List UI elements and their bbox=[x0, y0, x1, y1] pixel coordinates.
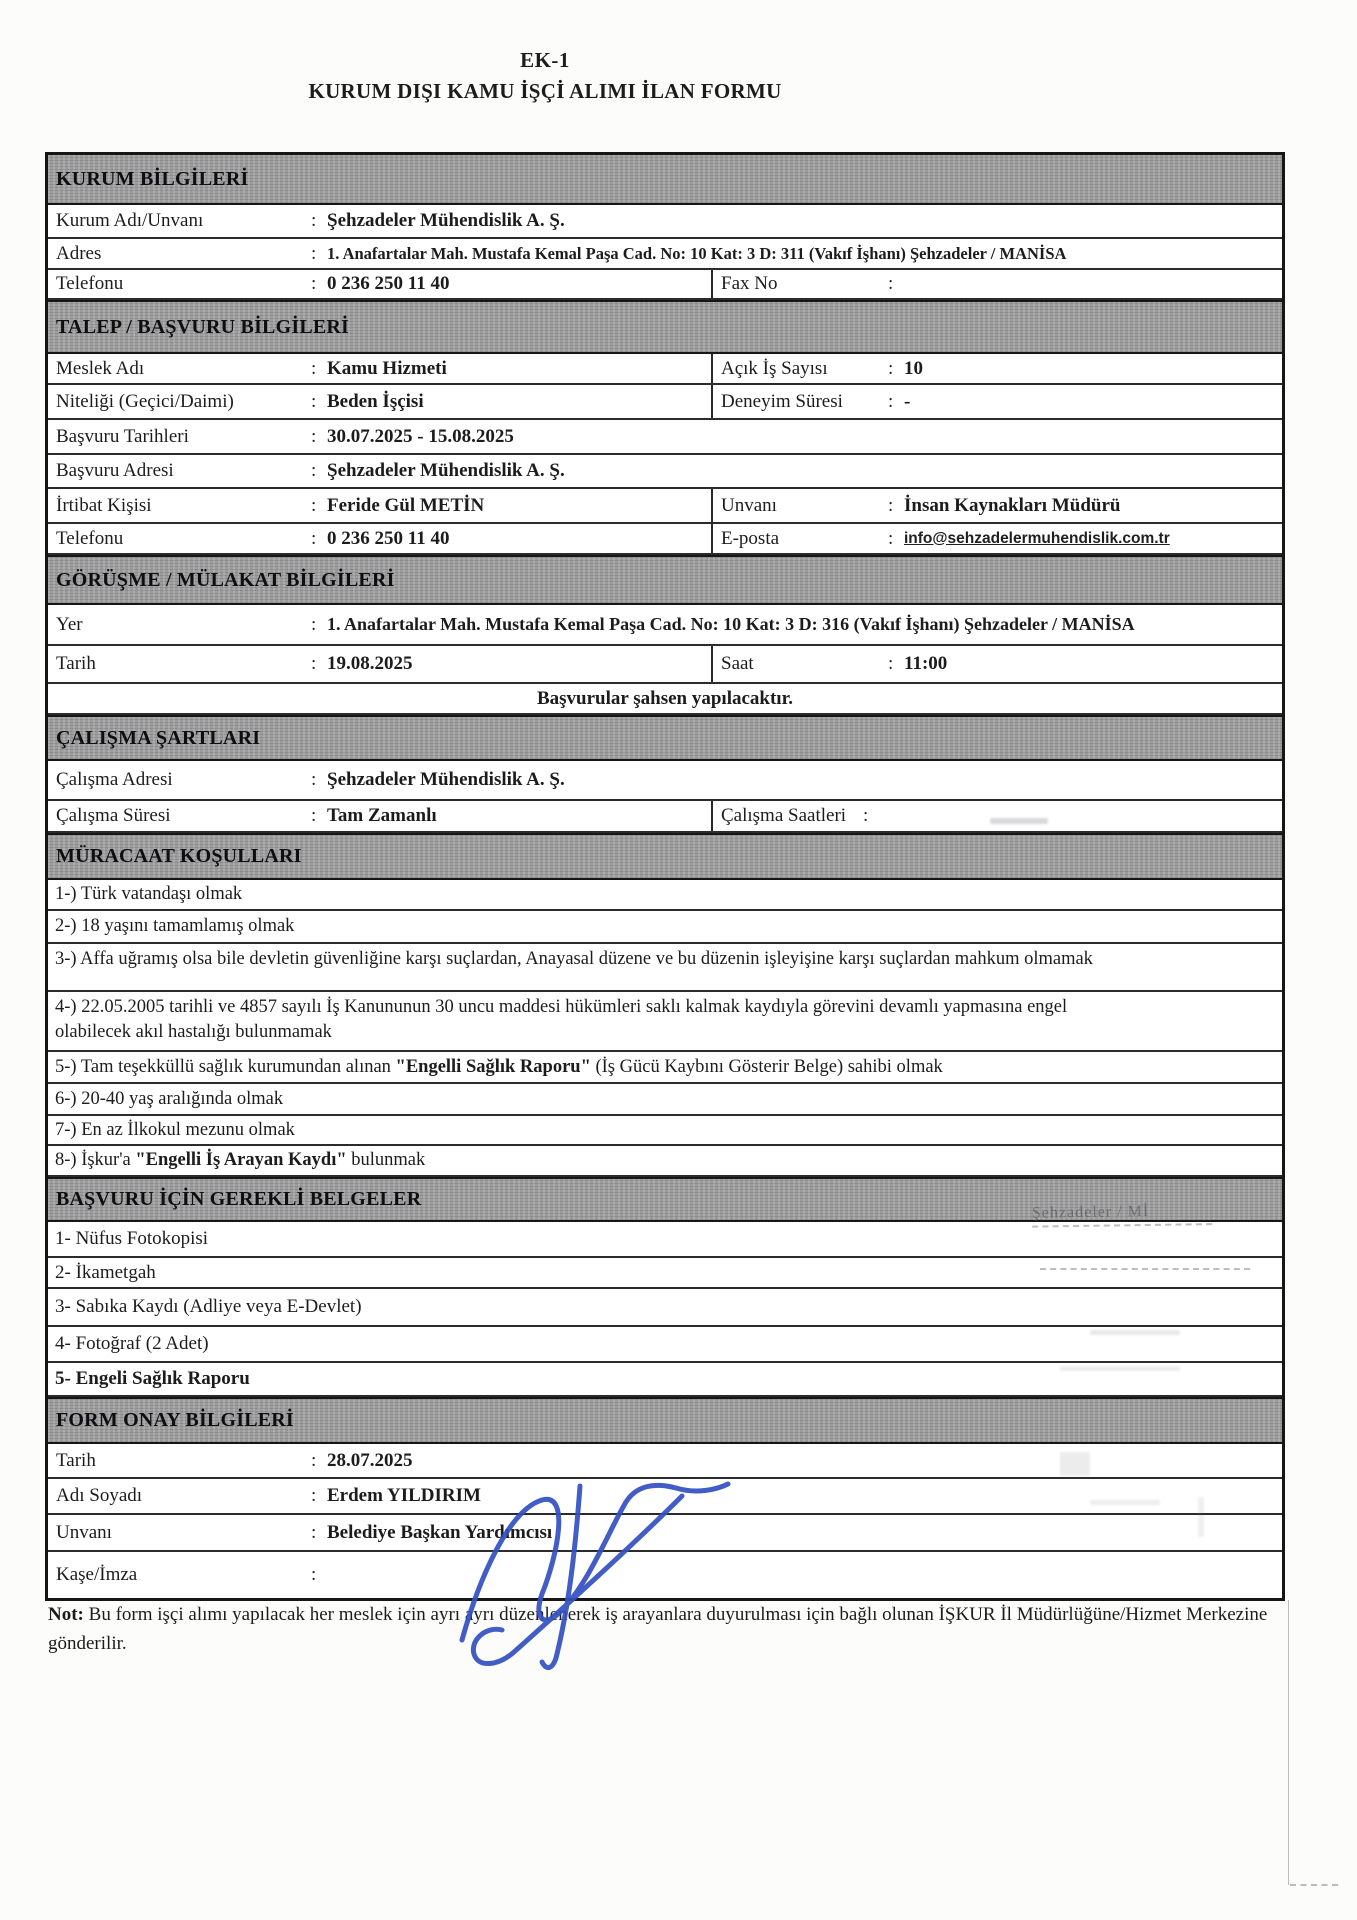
document-item-4 bbox=[48, 1327, 1282, 1363]
colon: : bbox=[311, 1521, 317, 1543]
scan-artifact bbox=[1290, 1884, 1338, 1886]
field-row-calisma-adresi bbox=[48, 761, 1282, 801]
condition-text: 8-) İşkur'a bbox=[55, 1150, 136, 1171]
field-value-yer: 1. Anafartalar Mah. Mustafa Kemal Paşa Cad. No: 10 Kat: 3 D: 316 (Vakıf İşhanı) Şehzadeler / MANİSA bbox=[327, 614, 1135, 634]
field-label-telefon2: Telefonu bbox=[56, 527, 124, 549]
field-value-onay-tarih: 28.07.2025 bbox=[327, 1449, 413, 1471]
field-label-deneyim: Deneyim Süresi bbox=[721, 390, 843, 412]
section-header-muracaat-kosullari: MÜRACAAT KOŞULLARI bbox=[48, 833, 1282, 880]
field-label-calisma-saatleri: Çalışma Saatleri bbox=[721, 805, 847, 826]
document-text: 2- İkametgah bbox=[55, 1261, 156, 1283]
colon: : bbox=[311, 210, 317, 231]
field-label-fax: Fax No bbox=[721, 273, 778, 294]
field-value-adres: 1. Anafartalar Mah. Mustafa Kemal Paşa Cad. No: 10 Kat: 3 D: 311 (Vakıf İşhanı) Şehzadeler / MANİSA bbox=[327, 243, 1067, 263]
colon: : bbox=[311, 653, 317, 674]
condition-item-3 bbox=[48, 944, 1282, 992]
field-row-kurum-adi bbox=[48, 205, 1282, 239]
condition-text: bulunmak bbox=[346, 1150, 426, 1171]
field-value-meslek: Kamu Hizmeti bbox=[327, 357, 447, 379]
field-label-onay-unvan: Unvanı bbox=[56, 1521, 112, 1543]
colon: : bbox=[311, 357, 317, 379]
section-header-form-onay: FORM ONAY BİLGİLERİ bbox=[48, 1397, 1282, 1444]
field-label-saat: Saat bbox=[721, 653, 754, 674]
field-label-kase-imza: Kaşe/İmza bbox=[56, 1564, 138, 1585]
stamp-ghost-text: Şehzadeler / Mİ bbox=[1031, 1202, 1150, 1222]
colon: : bbox=[311, 769, 317, 790]
field-value-adi-soyadi: Erdem YILDIRIM bbox=[327, 1485, 481, 1506]
colon: : bbox=[311, 1485, 317, 1506]
field-value-calisma-adresi: Şehzadeler Mühendislik A. Ş. bbox=[327, 769, 565, 790]
colon: : bbox=[888, 273, 894, 294]
condition-item-7 bbox=[48, 1116, 1282, 1146]
colon: : bbox=[311, 460, 317, 481]
colon: : bbox=[863, 805, 869, 826]
field-value-basvuru-tarihleri: 30.07.2025 - 15.08.2025 bbox=[327, 425, 514, 447]
field-label-basvuru-tarihleri: Başvuru Tarihleri bbox=[56, 425, 189, 447]
condition-item-8 bbox=[48, 1146, 1282, 1177]
colon: : bbox=[311, 527, 317, 549]
condition-text: 1-) Türk vatandaşı olmak bbox=[55, 884, 243, 905]
field-label-adi-soyadi: Adı Soyadı bbox=[56, 1485, 143, 1506]
field-value-telefon: 0 236 250 11 40 bbox=[327, 273, 450, 294]
document-item-2 bbox=[48, 1258, 1282, 1289]
field-row-adi-soyadi bbox=[48, 1479, 1282, 1515]
condition-item-2 bbox=[48, 911, 1282, 944]
footer-note bbox=[48, 1600, 1293, 1659]
form-table bbox=[45, 152, 1285, 1601]
section-header-talep-basvuru: TALEP / BAŞVURU BİLGİLERİ bbox=[48, 300, 1282, 354]
colon: : bbox=[311, 805, 317, 826]
colon: : bbox=[311, 425, 317, 447]
document-text: 1- Nüfus Fotokopisi bbox=[55, 1228, 209, 1249]
field-value-calisma-suresi: Tam Zamanlı bbox=[327, 805, 437, 826]
stamp-ghost bbox=[1032, 1201, 1262, 1227]
field-value-onay-unvan: Belediye Başkan Yardımcısı bbox=[327, 1521, 553, 1543]
condition-text: 6-) 20-40 yaş aralığında olmak bbox=[55, 1088, 284, 1109]
colon: : bbox=[311, 1449, 317, 1471]
condition-text-bold: "Engelli Sağlık Raporu" bbox=[395, 1056, 591, 1077]
field-value-telefon2: 0 236 250 11 40 bbox=[327, 527, 450, 549]
condition-item-4 bbox=[48, 992, 1282, 1052]
colon: : bbox=[311, 1564, 317, 1585]
field-label-telefon: Telefonu bbox=[56, 273, 124, 294]
field-row-adres bbox=[48, 239, 1282, 270]
section-header-gerekli-belgeler: BAŞVURU İÇİN GEREKLİ BELGELER bbox=[48, 1177, 1282, 1222]
document-item-1 bbox=[48, 1222, 1282, 1258]
field-row-nitelik bbox=[48, 385, 1282, 420]
document-text: 3- Sabıka Kaydı (Adliye veya E-Devlet) bbox=[55, 1296, 362, 1317]
section-header-kurum-bilgileri: KURUM BİLGİLERİ bbox=[48, 155, 1282, 205]
field-label-kurum-adi: Kurum Adı/Unvanı bbox=[56, 210, 204, 231]
form-header bbox=[45, 48, 1045, 104]
field-label-eposta: E-posta bbox=[721, 527, 780, 549]
colon: : bbox=[311, 494, 317, 516]
condition-text: 3-) Affa uğramış olsa bile devletin güvenliğine karşı suçlardan, Anayasal düzene ve bu düzenin işleyişine karşı suçlardan mahkum olmamak bbox=[55, 949, 1093, 969]
colon: : bbox=[888, 357, 894, 379]
email-link[interactable]: info@sehzadelermuhendislik.com.tr bbox=[904, 529, 1170, 547]
field-label-unvan: Unvanı bbox=[721, 494, 777, 516]
field-label-basvuru-adresi: Başvuru Adresi bbox=[56, 460, 174, 481]
colon: : bbox=[888, 653, 894, 674]
footer-note-label: Not: bbox=[48, 1604, 84, 1625]
condition-text: 5-) Tam teşekküllü sağlık kurumundan alınan bbox=[55, 1056, 396, 1077]
field-label-yer: Yer bbox=[56, 613, 83, 635]
field-value-acik-is: 10 bbox=[904, 357, 923, 379]
field-value-nitelik: Beden İşçisi bbox=[327, 390, 424, 412]
field-row-onay-tarih bbox=[48, 1444, 1282, 1479]
colon: : bbox=[888, 390, 894, 412]
page-title: KURUM DIŞI KAMU İŞÇİ ALIMI İLAN FORMU bbox=[308, 79, 782, 103]
colon: : bbox=[888, 527, 894, 549]
in-person-note: Başvurular şahsen yapılacaktır. bbox=[48, 684, 1282, 715]
colon: : bbox=[311, 273, 317, 294]
field-row-telefon-fax bbox=[48, 270, 1282, 300]
field-value-basvuru-adresi: Şehzadeler Mühendislik A. Ş. bbox=[327, 460, 565, 481]
field-label-gorusme-tarih: Tarih bbox=[56, 653, 96, 674]
condition-text: (İş Gücü Kaybını Gösterir Belge) sahibi olmak bbox=[590, 1056, 943, 1077]
colon: : bbox=[888, 494, 894, 516]
field-row-basvuru-adresi bbox=[48, 455, 1282, 489]
document-item-3 bbox=[48, 1289, 1282, 1327]
field-row-kase-imza bbox=[48, 1552, 1282, 1598]
condition-text: 7-) En az İlkokul mezunu olmak bbox=[55, 1119, 295, 1140]
annex-label: EK-1 bbox=[520, 48, 570, 72]
section-header-gorusme-mulakat: GÖRÜŞME / MÜLAKAT BİLGİLERİ bbox=[48, 555, 1282, 605]
document-text: 5- Engeli Sağlık Raporu bbox=[55, 1368, 250, 1389]
field-row-irtibat bbox=[48, 489, 1282, 524]
field-label-adres: Adres bbox=[56, 242, 102, 264]
condition-text-bold: "Engelli İş Arayan Kaydı" bbox=[135, 1150, 347, 1171]
field-value-kurum-adi: Şehzadeler Mühendislik A. Ş. bbox=[327, 210, 565, 231]
colon: : bbox=[311, 613, 317, 635]
condition-item-1 bbox=[48, 880, 1282, 911]
field-row-onay-unvan bbox=[48, 1515, 1282, 1552]
document-item-5 bbox=[48, 1363, 1282, 1397]
field-value-gorusme-tarih: 19.08.2025 bbox=[327, 653, 413, 674]
field-label-calisma-suresi: Çalışma Süresi bbox=[56, 805, 171, 826]
field-row-telefon2-eposta bbox=[48, 524, 1282, 555]
condition-item-5 bbox=[48, 1052, 1282, 1084]
field-row-yer bbox=[48, 605, 1282, 646]
field-label-irtibat: İrtibat Kişisi bbox=[56, 494, 152, 516]
condition-text: 4-) 22.05.2005 tarihli ve 4857 sayılı İş Kanununun 30 uncu maddesi hükümleri saklı kalmak kaydıyla görevini devamlı yapmasına engel olabilecek akıl hastalığı bulunmamak bbox=[55, 997, 1068, 1042]
field-row-tarih-saat bbox=[48, 646, 1282, 684]
field-row-meslek bbox=[48, 354, 1282, 385]
field-value-unvan: İnsan Kaynakları Müdürü bbox=[904, 494, 1121, 516]
colon: : bbox=[311, 390, 317, 412]
section-header-calisma-sartlari: ÇALIŞMA ŞARTLARI bbox=[48, 715, 1282, 761]
field-value-saat: 11:00 bbox=[904, 653, 948, 674]
condition-text: 2-) 18 yaşını tamamlamış olmak bbox=[55, 916, 295, 937]
field-label-onay-tarih: Tarih bbox=[56, 1449, 96, 1471]
colon: : bbox=[311, 242, 317, 264]
field-row-basvuru-tarihleri bbox=[48, 420, 1282, 455]
field-label-calisma-adresi: Çalışma Adresi bbox=[56, 769, 173, 790]
field-label-acik-is: Açık İş Sayısı bbox=[721, 357, 828, 379]
field-row-calisma-suresi bbox=[48, 801, 1282, 833]
field-label-nitelik: Niteliği (Geçici/Daimi) bbox=[56, 390, 234, 412]
condition-item-6 bbox=[48, 1084, 1282, 1116]
field-value-irtibat: Feride Gül METİN bbox=[327, 494, 485, 516]
footer-note-text: Bu form işçi alımı yapılacak her meslek için ayrı ayrı düzenlenerek iş arayanlara duyurulması için bağlı olunan İŞKUR İl Müdürlüğüne/Hizmet Merkezine gönderilir. bbox=[48, 1604, 1268, 1655]
document-text: 4- Fotoğraf (2 Adet) bbox=[55, 1333, 209, 1354]
field-label-meslek: Meslek Adı bbox=[56, 357, 145, 379]
field-value-deneyim: - bbox=[904, 390, 911, 412]
